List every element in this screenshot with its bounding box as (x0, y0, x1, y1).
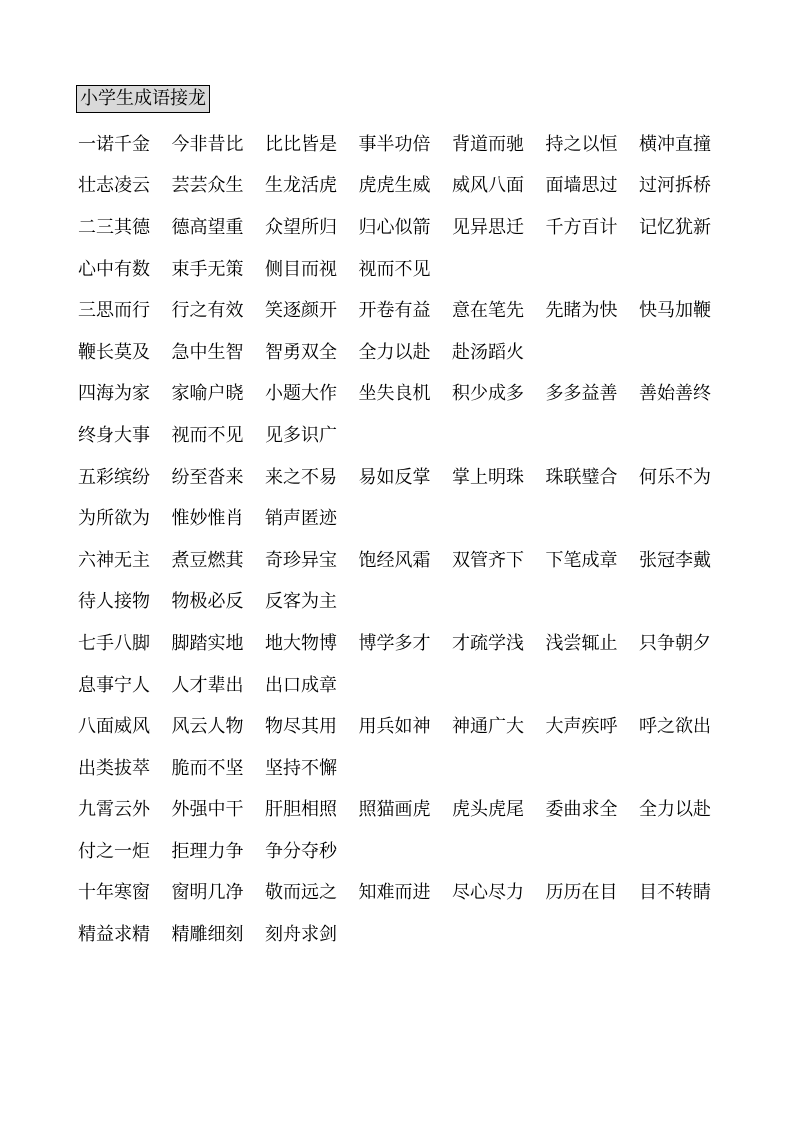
idiom-row (78, 665, 778, 707)
idiom-cell: 心中有数 (78, 258, 150, 280)
idiom-cell: 千方百计 (545, 216, 618, 238)
idiom-cell: 侧目而视 (265, 258, 337, 280)
idiom-row (78, 249, 778, 291)
idiom-row (78, 374, 778, 416)
idiom-cell: 何乐不为 (639, 466, 711, 488)
idiom-row (78, 498, 778, 540)
idiom-cell: 脆而不坚 (171, 757, 244, 779)
idiom-list (78, 124, 778, 956)
idiom-cell: 坚持不懈 (265, 757, 337, 779)
idiom-cell: 比比皆是 (265, 133, 337, 155)
idiom-cell: 销声匿迹 (265, 508, 337, 530)
idiom-cell: 珠联璧合 (545, 466, 618, 488)
idiom-cell: 出类拔萃 (78, 757, 150, 779)
idiom-row (78, 290, 778, 332)
idiom-cell: 九霄云外 (78, 799, 150, 821)
idiom-cell: 视而不见 (358, 258, 431, 280)
idiom-cell: 煮豆燃萁 (171, 549, 244, 571)
idiom-cell: 敬而远之 (265, 882, 337, 904)
idiom-cell: 芸芸众生 (171, 175, 244, 197)
idiom-cell: 为所欲为 (78, 508, 150, 530)
idiom-cell: 张冠李戴 (639, 549, 711, 571)
idiom-cell: 坐失良机 (358, 383, 431, 405)
idiom-cell: 开卷有益 (358, 300, 431, 322)
idiom-cell: 精雕细刻 (171, 924, 244, 946)
idiom-cell: 意在笔先 (452, 300, 524, 322)
idiom-cell: 四海为家 (78, 383, 150, 405)
idiom-cell: 虎虎生威 (358, 175, 431, 197)
idiom-cell: 惟妙惟肖 (171, 508, 244, 530)
idiom-row (78, 457, 778, 499)
idiom-row (78, 332, 778, 374)
idiom-cell: 争分夺秒 (265, 840, 337, 862)
idiom-cell: 全力以赴 (639, 799, 711, 821)
idiom-cell: 急中生智 (171, 341, 244, 363)
idiom-cell: 过河拆桥 (639, 175, 711, 197)
idiom-cell: 息事宁人 (78, 674, 150, 696)
idiom-row (78, 207, 778, 249)
idiom-cell: 家喻户晓 (171, 383, 244, 405)
idiom-cell: 七手八脚 (78, 632, 150, 654)
idiom-cell: 饱经风霜 (358, 549, 431, 571)
idiom-cell: 先睹为快 (545, 300, 618, 322)
idiom-cell: 生龙活虎 (265, 175, 337, 197)
idiom-cell: 人才辈出 (171, 674, 244, 696)
idiom-row (78, 873, 778, 915)
idiom-cell: 用兵如神 (358, 716, 431, 738)
idiom-cell: 五彩缤纷 (78, 466, 150, 488)
idiom-cell: 物极必反 (171, 591, 244, 613)
idiom-cell: 二三其德 (78, 216, 150, 238)
idiom-cell: 十年寒窗 (78, 882, 150, 904)
idiom-cell: 知难而进 (358, 882, 431, 904)
idiom-cell: 掌上明珠 (452, 466, 524, 488)
idiom-cell: 一诺千金 (78, 133, 150, 155)
idiom-row (78, 790, 778, 832)
idiom-cell: 反客为主 (265, 591, 337, 613)
idiom-cell: 今非昔比 (171, 133, 244, 155)
idiom-row (78, 831, 778, 873)
idiom-cell: 物尽其用 (265, 716, 337, 738)
idiom-cell: 束手无策 (171, 258, 244, 280)
idiom-cell: 下笔成章 (545, 549, 618, 571)
idiom-cell: 威风八面 (452, 175, 524, 197)
idiom-cell: 来之不易 (265, 466, 337, 488)
idiom-cell: 归心似箭 (358, 216, 431, 238)
idiom-cell: 浅尝辄止 (545, 632, 618, 654)
idiom-cell: 壮志凌云 (78, 175, 150, 197)
idiom-cell: 终身大事 (78, 424, 150, 446)
idiom-cell: 委曲求全 (545, 799, 618, 821)
idiom-cell: 见异思迁 (452, 216, 524, 238)
idiom-cell: 易如反掌 (358, 466, 431, 488)
idiom-cell: 众望所归 (265, 216, 337, 238)
idiom-cell: 待人接物 (78, 591, 150, 613)
idiom-cell: 赴汤蹈火 (452, 341, 524, 363)
idiom-cell: 纷至沓来 (171, 466, 244, 488)
idiom-cell: 虎头虎尾 (452, 799, 524, 821)
idiom-cell: 肝胆相照 (265, 799, 337, 821)
idiom-cell: 横冲直撞 (639, 133, 711, 155)
idiom-cell: 外强中干 (171, 799, 244, 821)
idiom-cell: 快马加鞭 (639, 300, 711, 322)
idiom-cell: 大声疾呼 (545, 716, 618, 738)
idiom-cell: 付之一炬 (78, 840, 150, 862)
idiom-cell: 德高望重 (171, 216, 244, 238)
idiom-cell: 脚踏实地 (171, 632, 244, 654)
idiom-cell: 事半功倍 (358, 133, 431, 155)
idiom-cell: 小题大作 (265, 383, 337, 405)
idiom-cell: 鞭长莫及 (78, 341, 150, 363)
idiom-row (78, 582, 778, 624)
idiom-cell: 智勇双全 (265, 341, 337, 363)
idiom-cell: 呼之欲出 (639, 716, 711, 738)
idiom-cell: 多多益善 (545, 383, 618, 405)
idiom-row (78, 415, 778, 457)
idiom-cell: 见多识广 (265, 424, 337, 446)
idiom-cell: 全力以赴 (358, 341, 431, 363)
idiom-cell: 刻舟求剑 (265, 924, 337, 946)
idiom-cell: 博学多才 (358, 632, 431, 654)
idiom-cell: 善始善终 (639, 383, 711, 405)
idiom-row (78, 623, 778, 665)
idiom-cell: 地大物博 (265, 632, 337, 654)
idiom-cell: 行之有效 (171, 300, 244, 322)
idiom-cell: 才疏学浅 (452, 632, 524, 654)
idiom-cell: 背道而驰 (452, 133, 524, 155)
idiom-cell: 笑逐颜开 (265, 300, 337, 322)
idiom-cell: 只争朝夕 (639, 632, 711, 654)
idiom-cell: 历历在目 (545, 882, 618, 904)
idiom-row (78, 748, 778, 790)
idiom-cell: 窗明几净 (171, 882, 244, 904)
idiom-cell: 奇珍异宝 (265, 549, 337, 571)
idiom-cell: 双管齐下 (452, 549, 524, 571)
idiom-cell: 视而不见 (171, 424, 244, 446)
idiom-cell: 持之以恒 (545, 133, 618, 155)
idiom-row (78, 124, 778, 166)
idiom-cell: 尽心尽力 (452, 882, 524, 904)
idiom-cell: 八面威风 (78, 716, 150, 738)
idiom-cell: 精益求精 (78, 924, 150, 946)
page-title: 小学生成语接龙 (76, 85, 210, 113)
idiom-cell: 积少成多 (452, 383, 524, 405)
idiom-row (78, 166, 778, 208)
idiom-cell: 拒理力争 (171, 840, 244, 862)
idiom-row (78, 706, 778, 748)
idiom-cell: 六神无主 (78, 549, 150, 571)
idiom-cell: 三思而行 (78, 300, 150, 322)
idiom-row (78, 914, 778, 956)
idiom-cell: 面墙思过 (545, 175, 618, 197)
idiom-cell: 照猫画虎 (358, 799, 431, 821)
idiom-cell: 神通广大 (452, 716, 524, 738)
idiom-cell: 记忆犹新 (639, 216, 711, 238)
idiom-cell: 目不转睛 (639, 882, 711, 904)
idiom-cell: 出口成章 (265, 674, 337, 696)
idiom-cell: 风云人物 (171, 716, 244, 738)
idiom-row (78, 540, 778, 582)
